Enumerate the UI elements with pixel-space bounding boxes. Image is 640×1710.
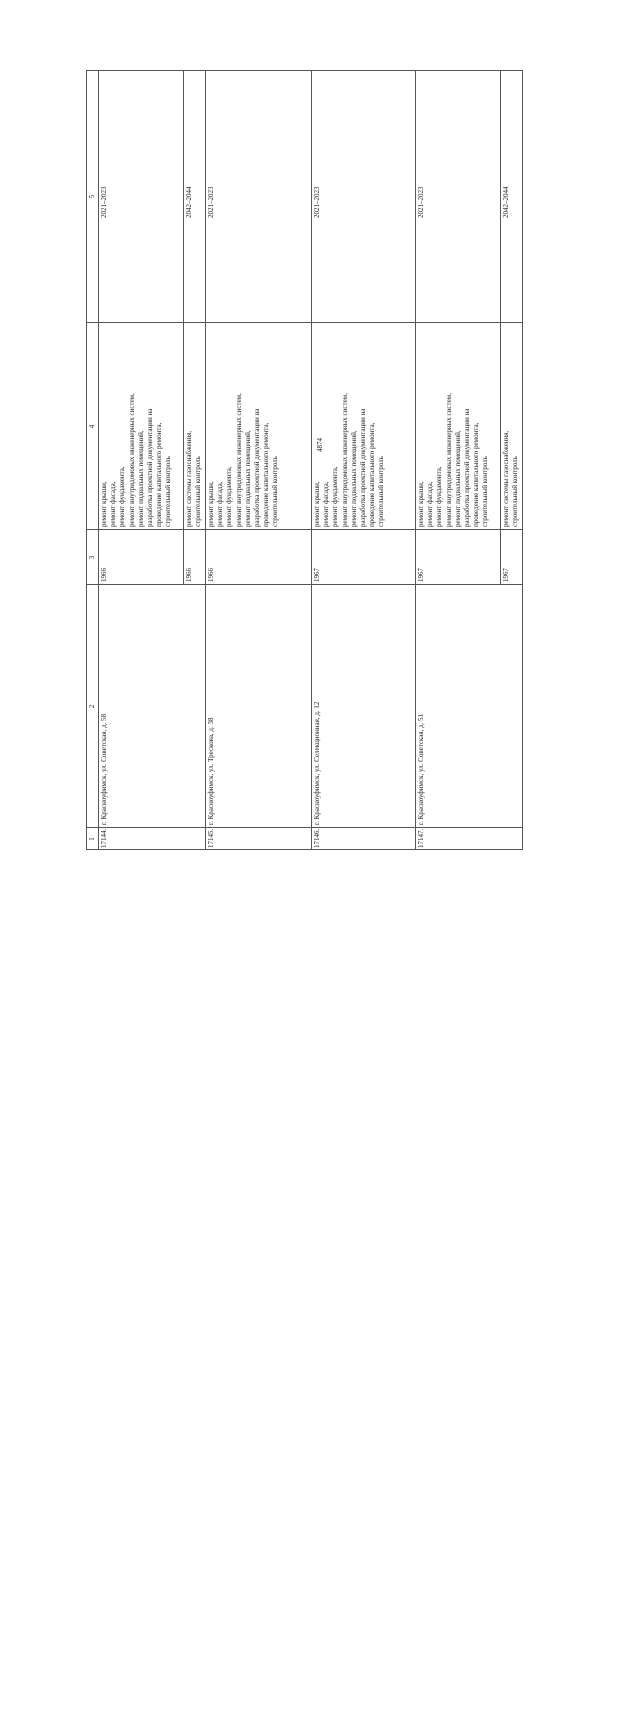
work-item: ремонт фасада,	[109, 481, 118, 527]
row-divider	[415, 70, 416, 850]
work-item: строительный контроль	[194, 456, 203, 527]
build-year: 1966	[207, 568, 215, 582]
column-divider	[86, 529, 522, 530]
row-divider	[205, 70, 206, 850]
work-item: ремонт подвальных помещений,	[349, 430, 358, 527]
row-divider	[311, 70, 312, 850]
header-col-3: 3	[88, 555, 96, 560]
work-item: ремонт внутридомовых инженерных систем,	[444, 393, 453, 527]
build-year: 1966	[100, 568, 108, 582]
row-address: г. Красноуфимск, ул. Советская, д. 51	[417, 713, 425, 825]
repair-period: 2021–2023	[100, 186, 108, 218]
repair-period: 2021–2023	[417, 186, 425, 218]
work-item: ремонт внутридомовых инженерных систем,	[127, 393, 136, 527]
sub-row-divider	[500, 70, 501, 585]
work-item: ремонт крыши,	[417, 481, 425, 527]
work-item: разработка проектной документации на	[359, 408, 367, 527]
build-year: 1967	[313, 568, 321, 582]
work-item: ремонт крыши,	[100, 481, 108, 527]
build-year: 1967	[417, 568, 425, 582]
row-divider	[522, 70, 523, 850]
work-item: разработка проектной документации на	[146, 408, 154, 527]
repair-period: 2021–2023	[313, 186, 321, 218]
header-col-2: 2	[88, 704, 96, 709]
header-col-5: 5	[88, 194, 96, 199]
work-item: ремонт фундамента,	[225, 466, 234, 527]
work-item: ремонт системы газоснабжения,	[502, 430, 510, 527]
work-item: ремонт внутридомовых инженерных систем,	[340, 393, 349, 527]
work-item: ремонт фундамента,	[331, 466, 340, 527]
work-item: проведение капитального ремонта,	[262, 422, 271, 527]
work-item: строительный контроль	[164, 456, 173, 527]
repair-period: 2042–2044	[185, 186, 193, 218]
work-item: ремонт фасада,	[322, 481, 331, 527]
page-number: 4874	[316, 438, 324, 452]
capital-repair-table	[86, 70, 616, 850]
work-item: ремонт внутридомовых инженерных систем,	[234, 393, 243, 527]
repair-period: 2042–2044	[502, 186, 510, 218]
work-item: разработка проектной документации на	[463, 408, 471, 527]
row-address: г. Красноуфимск, ул. Селекционная, д. 12	[313, 701, 321, 825]
work-item: ремонт подвальных помещений,	[453, 430, 462, 527]
column-divider	[86, 322, 522, 323]
row-address: г. Красноуфимск, ул. Советская, д. 58	[100, 713, 108, 825]
work-item: строительный контроль	[271, 456, 280, 527]
work-item: ремонт крыши,	[313, 481, 321, 527]
row-number: 17146.	[313, 828, 321, 848]
header-col-1: 1	[88, 837, 96, 841]
work-item: строительный контроль	[481, 456, 490, 527]
work-item: ремонт фасада,	[426, 481, 435, 527]
row-number: 17145.	[207, 828, 215, 848]
work-item: ремонт фундамента,	[435, 466, 444, 527]
work-item: ремонт подвальных помещений,	[136, 430, 145, 527]
row-number: 17144.	[100, 828, 108, 848]
build-year: 1967	[502, 568, 510, 582]
work-item: ремонт фасада,	[216, 481, 225, 527]
work-item: строительный контроль	[377, 456, 386, 527]
column-divider	[86, 70, 522, 71]
repair-period: 2021–2023	[207, 186, 215, 218]
work-item: строительный контроль	[511, 456, 520, 527]
sub-row-divider	[183, 70, 184, 585]
column-divider	[86, 849, 522, 850]
work-item: ремонт фундамента,	[118, 466, 127, 527]
work-item: проведение капитального ремонта,	[472, 422, 481, 527]
column-divider	[86, 584, 522, 585]
header-col-4: 4	[88, 424, 96, 429]
row-number: 17147.	[417, 828, 425, 848]
work-item: ремонт подвальных помещений,	[243, 430, 252, 527]
work-item: проведение капитального ремонта,	[368, 422, 377, 527]
work-item: ремонт крыши,	[207, 481, 215, 527]
column-divider	[86, 827, 522, 828]
row-address: г. Красноуфимск, ул. Трескова, д. 38	[207, 717, 215, 825]
header-divider	[98, 70, 99, 850]
work-item: проведение капитального ремонта,	[155, 422, 164, 527]
work-item: ремонт системы газоснабжения,	[185, 430, 193, 527]
build-year: 1966	[185, 568, 193, 582]
table-top-border	[86, 70, 87, 850]
work-item: разработка проектной документации на	[253, 408, 261, 527]
